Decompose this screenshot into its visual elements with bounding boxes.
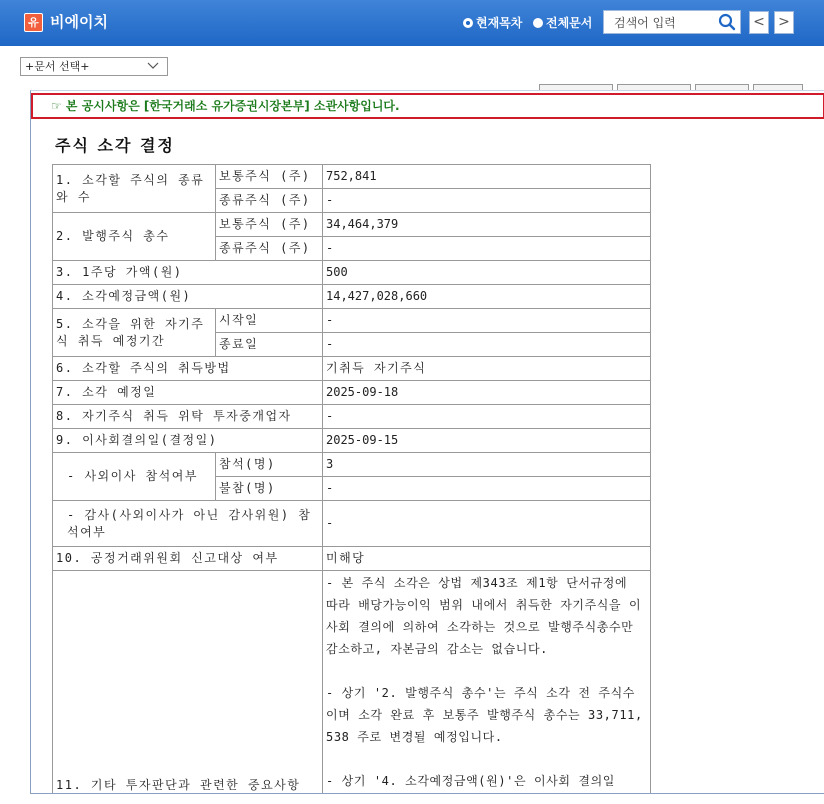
row-sublabel: 보통주식 (주) bbox=[216, 165, 323, 189]
company-logo-icon: 유 bbox=[24, 13, 43, 32]
jurisdiction-notice: ☞ 본 공시사항은 [한국거래소 유가증권시장본부] 소관사항입니다. bbox=[31, 93, 824, 119]
search-input[interactable] bbox=[612, 12, 720, 34]
row-sublabel: 보통주식 (주) bbox=[216, 213, 323, 237]
row-value: 2025-09-18 bbox=[323, 381, 651, 405]
row-label: 8. 자기주식 취득 위탁 투자중개업자 bbox=[53, 405, 323, 429]
row-sublabel: 종류주식 (주) bbox=[216, 237, 323, 261]
row-sublabel: 종류주식 (주) bbox=[216, 189, 323, 213]
document-select-value: +문서 선택+ bbox=[25, 60, 90, 73]
row-sublabel: 종료일 bbox=[216, 333, 323, 357]
row-label: 11. 기타 투자판단과 관련한 중요사항 bbox=[53, 571, 323, 795]
row-value: 752,841 bbox=[323, 165, 651, 189]
row-label: 1. 소각할 주식의 종류와 수 bbox=[53, 165, 216, 213]
row-value: 34,464,379 bbox=[323, 213, 651, 237]
row-label: 10. 공정거래위원회 신고대상 여부 bbox=[53, 547, 323, 571]
row-value: 기취득 자기주식 bbox=[323, 357, 651, 381]
row-value: - bbox=[323, 405, 651, 429]
table-row bbox=[53, 571, 651, 795]
row-sublabel: 시작일 bbox=[216, 309, 323, 333]
row-value: 3 bbox=[323, 453, 651, 477]
row-label: 9. 이사회결의일(결정일) bbox=[53, 429, 323, 453]
table-row bbox=[53, 261, 651, 285]
row-value: 500 bbox=[323, 261, 651, 285]
row-label: 5. 소각을 위한 자기주식 취득 예정기간 bbox=[53, 309, 216, 357]
row-value: - bbox=[323, 477, 651, 501]
table-row bbox=[53, 213, 651, 237]
row-value: - bbox=[323, 333, 651, 357]
row-value: 미해당 bbox=[323, 547, 651, 571]
search-box bbox=[603, 10, 741, 34]
row-value: - bbox=[323, 189, 651, 213]
company-title: 비에이치 bbox=[50, 13, 108, 31]
note-paragraph: - 본 주식 소각은 상법 제343조 제1항 단서규정에 따라 배당가능이익 범위 내에서 취득한 자기주식을 이사회 결의에 의하여 소각하는 것으로 발행주식총수만 감소하고, 자본금의 감소는 없습니다. bbox=[326, 576, 642, 656]
note-paragraph: - 상기 '2. 발행주식 총수'는 주식 소각 전 주식수 이며 소각 완료 후 보통주 발행주식 총수는 33,711,538 주로 변경될 예정입니다. bbox=[326, 686, 643, 744]
radio-current-toc[interactable] bbox=[463, 14, 522, 31]
row-value: 14,427,028,660 bbox=[323, 285, 651, 309]
chevron-down-icon bbox=[147, 61, 159, 71]
prev-button[interactable]: < bbox=[749, 11, 769, 34]
document-title: 주식 소각 결정 bbox=[55, 136, 175, 155]
table-row bbox=[53, 429, 651, 453]
row-value: - bbox=[323, 309, 651, 333]
row-value: - bbox=[323, 501, 651, 547]
row-sublabel: 불참(명) bbox=[216, 477, 323, 501]
row-value: 2025-09-15 bbox=[323, 429, 651, 453]
radio-unchecked-icon[interactable] bbox=[533, 18, 543, 28]
row-sublabel: 참석(명) bbox=[216, 453, 323, 477]
row-label: - 감사(사외이사가 아닌 감사위원) 참석여부 bbox=[53, 501, 323, 547]
table-row bbox=[53, 453, 651, 477]
document-frame[interactable] bbox=[30, 90, 824, 794]
table-row bbox=[53, 285, 651, 309]
table-row bbox=[53, 381, 651, 405]
radio-all-docs[interactable] bbox=[533, 14, 592, 31]
row-label: 3. 1주당 가액(원) bbox=[53, 261, 323, 285]
row-label: - 사외이사 참석여부 bbox=[53, 453, 216, 501]
row-label: 4. 소각예정금액(원) bbox=[53, 285, 323, 309]
radio-current-label: 현재목차 bbox=[476, 16, 523, 30]
row-label: 7. 소각 예정일 bbox=[53, 381, 323, 405]
app-header bbox=[0, 0, 824, 46]
row-label: 6. 소각할 주식의 취득방법 bbox=[53, 357, 323, 381]
radio-checked-icon[interactable] bbox=[463, 18, 473, 28]
radio-all-label: 전체문서 bbox=[546, 16, 593, 30]
table-row bbox=[53, 309, 651, 333]
next-button[interactable]: > bbox=[774, 11, 794, 34]
document-select[interactable] bbox=[20, 57, 168, 76]
table-row bbox=[53, 405, 651, 429]
table-row bbox=[53, 165, 651, 189]
row-value: - bbox=[323, 237, 651, 261]
note-paragraph: - 상기 '4. 소각예정금액(원)'은 이사회 결의일 bbox=[326, 774, 615, 788]
table-row bbox=[53, 357, 651, 381]
table-row bbox=[53, 547, 651, 571]
row-value-notes bbox=[323, 571, 651, 795]
table-row bbox=[53, 501, 651, 547]
search-icon[interactable] bbox=[718, 13, 736, 31]
disclosure-table bbox=[52, 164, 651, 794]
row-label: 2. 발행주식 총수 bbox=[53, 213, 216, 261]
